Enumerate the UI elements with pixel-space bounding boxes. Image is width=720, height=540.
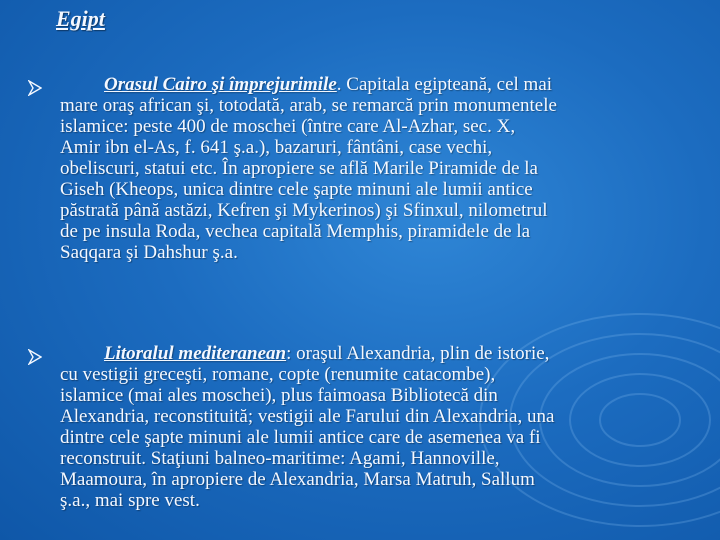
paragraph-first-line — [60, 343, 700, 364]
paragraph-cairo — [60, 74, 700, 263]
slide-title: Egipt — [56, 6, 105, 31]
arrowhead-bullet-icon — [28, 80, 46, 102]
paragraph-line: reconstruit. Staţiuni balneo-maritime: Agami, Hannoville, — [60, 448, 500, 469]
paragraph-line: islamice (mai ales moschei), plus faimoasa Bibliotecă din — [60, 385, 498, 406]
paragraph-lead-cairo: Orasul Cairo şi împrejurimile — [104, 74, 337, 95]
paragraph-line: dintre cele şapte minuni ale lumii antice care de asemenea va fi — [60, 427, 541, 448]
paragraph-line: ş.a., mai spre vest. — [60, 490, 200, 511]
paragraph-line: păstrată până astăzi, Kefren şi Mykerinos) şi Sfinxul, nilometrul — [60, 200, 548, 221]
paragraph-line: obeliscuri, statui etc. În apropiere se află Marile Piramide de la — [60, 158, 538, 179]
paragraph-line: Maamoura, în apropiere de Alexandria, Marsa Matruh, Sallum — [60, 469, 535, 490]
paragraph-line: Amir ibn el-As, f. 641 ş.a.), bazaruri, fântâni, case vechi, — [60, 137, 493, 158]
paragraph-line: Alexandria, reconstituită; vestigii ale Farului din Alexandria, una — [60, 406, 555, 427]
paragraph-line: Giseh (Kheops, unica dintre cele şapte minuni ale lumii antice — [60, 179, 533, 200]
paragraph-line: de pe insula Roda, vechea capitală Memphis, piramidele de la — [60, 221, 531, 242]
paragraph-lead-litoral: Litoralul mediteranean — [104, 343, 287, 364]
arrowhead-bullet-icon — [28, 349, 46, 371]
paragraph-litoral — [60, 343, 700, 511]
paragraph-line: islamice: peste 400 de moschei (între care Al-Azhar, sec. X, — [60, 116, 516, 137]
paragraph-line: cu vestigii greceşti, romane, copte (renumite catacombe), — [60, 364, 496, 385]
paragraph-line: . Capitala egipteană, cel mai — [336, 74, 553, 95]
paragraph-first-line — [60, 74, 700, 95]
paragraph-line: Saqqara şi Dahshur ş.a. — [60, 242, 238, 263]
paragraph-line: : oraşul Alexandria, plin de istorie, — [286, 343, 550, 364]
paragraph-line: mare oraş african şi, totodată, arab, se remarcă prin monumentele — [60, 95, 557, 116]
